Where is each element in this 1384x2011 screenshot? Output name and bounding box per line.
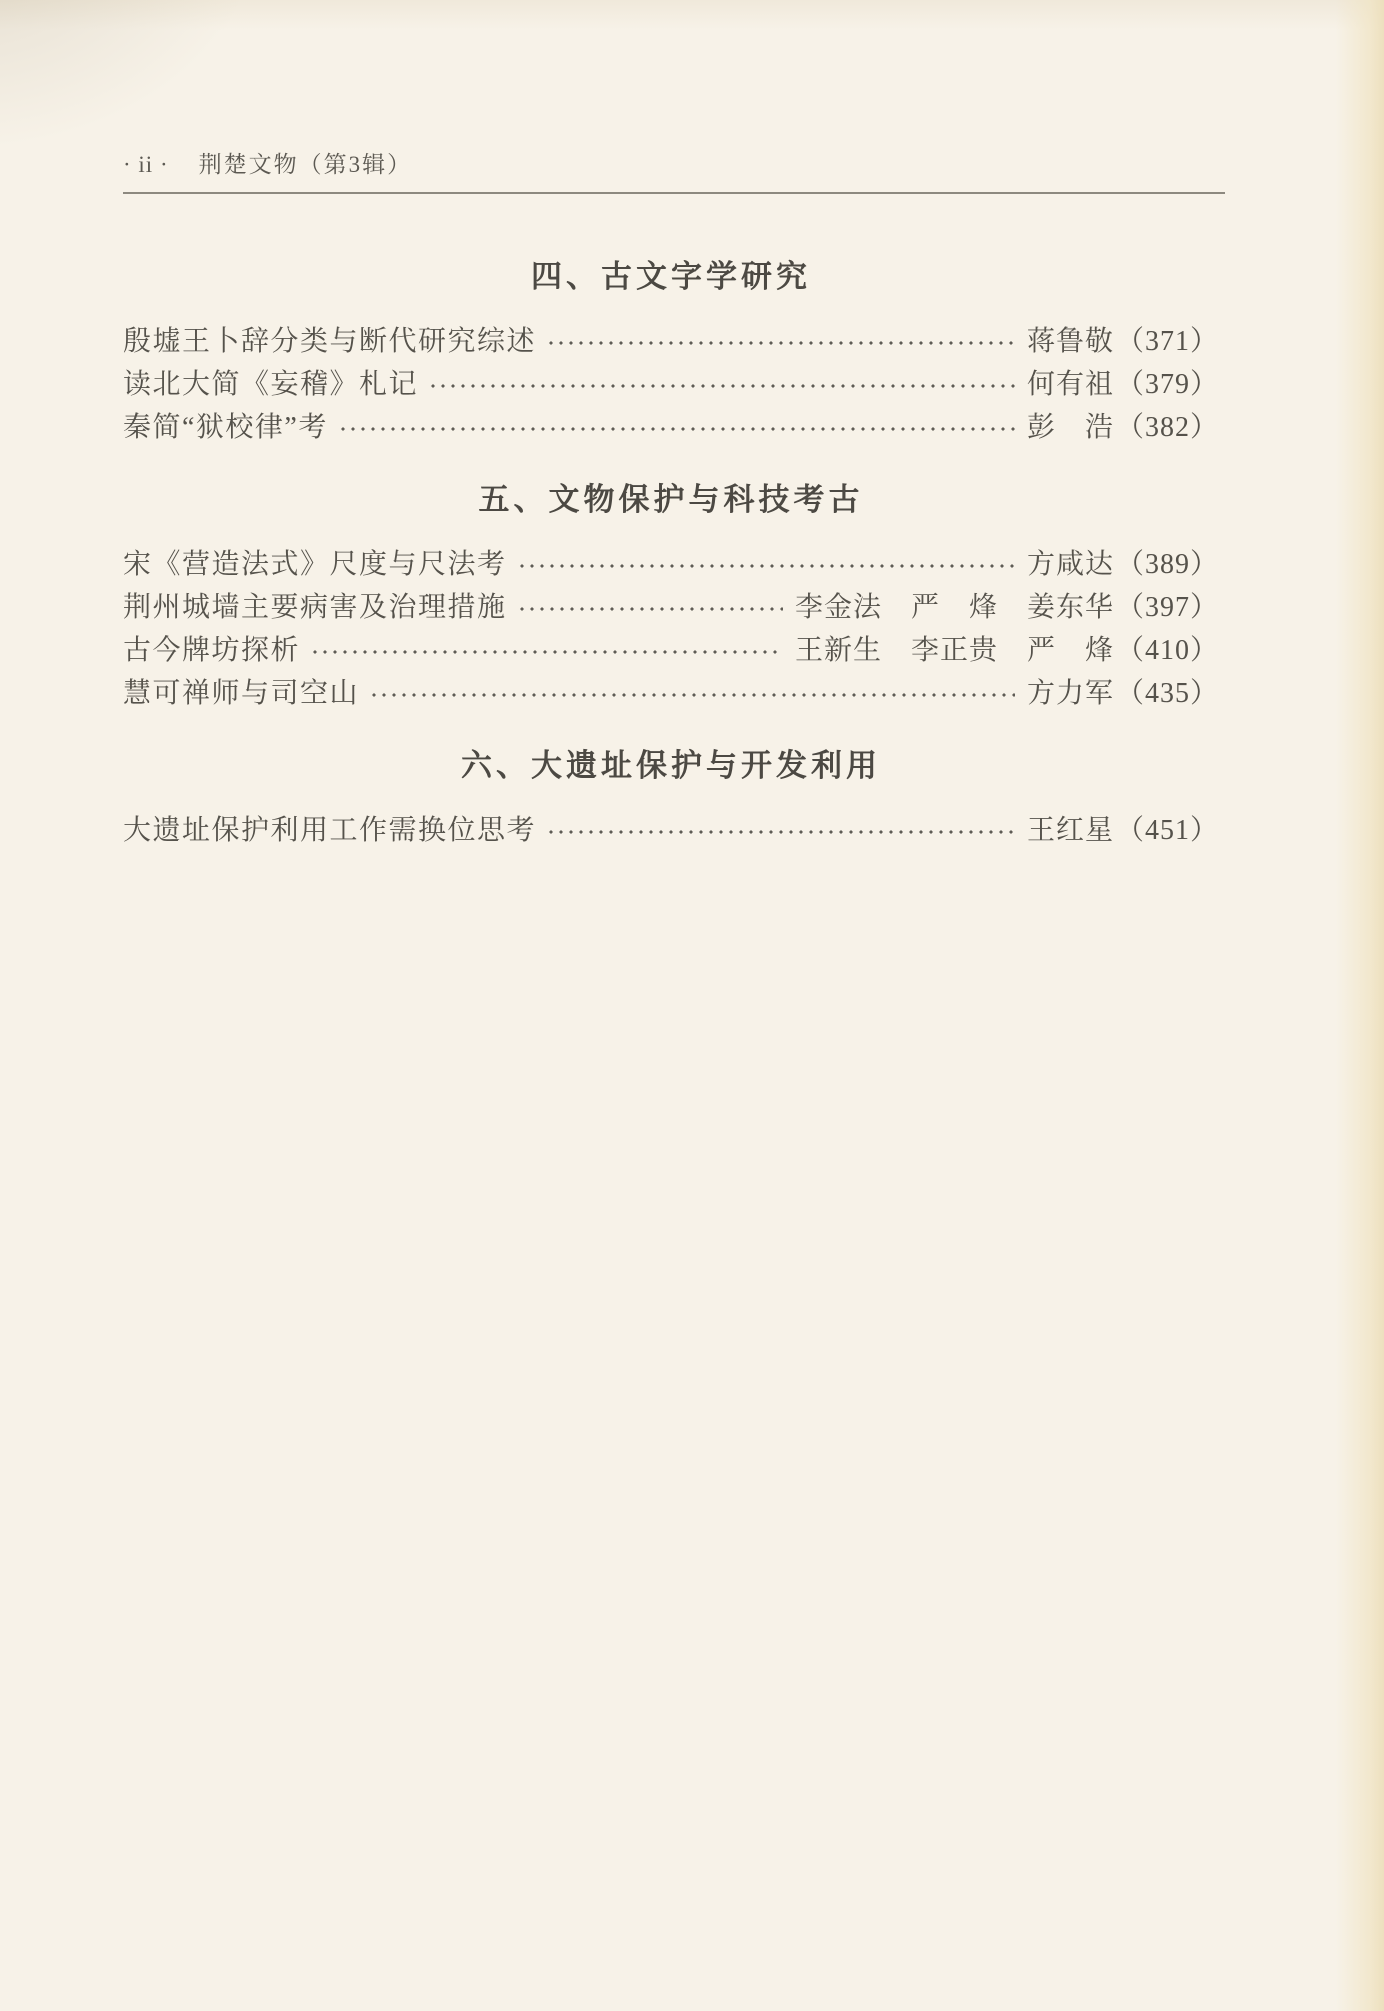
header-rule: [123, 192, 1225, 194]
entry-page-number: （371）: [1115, 325, 1219, 357]
entry-page-number: （451）: [1115, 814, 1219, 846]
entry-list: [123, 317, 1219, 446]
dot-leader: [544, 806, 1015, 849]
toc-entry: [123, 317, 1219, 360]
entry-authors: 王新生 李正贵 严 烽: [794, 634, 1114, 666]
entry-authors: 李金法 严 烽 姜东华: [794, 591, 1114, 623]
running-header: [123, 146, 1219, 179]
entry-title: 读北大简《妄稽》札记: [123, 368, 419, 400]
entry-page-number: （410）: [1115, 634, 1219, 666]
dot-leader: [308, 626, 783, 669]
entry-page-number: （389）: [1115, 548, 1219, 580]
entry-title: 荆州城墙主要病害及治理措施: [123, 591, 507, 623]
toc-entry: [123, 540, 1219, 583]
entry-authors: 王红星: [1026, 814, 1114, 846]
toc-entry: [123, 360, 1219, 403]
book-title: 荆楚文物（第3辑）: [198, 152, 413, 177]
section-heading: 四、古文字学研究: [531, 259, 811, 294]
entry-authors: 何有祖: [1026, 368, 1114, 400]
dot-leader: [544, 317, 1015, 360]
entry-title: 慧可禅师与司空山: [123, 677, 360, 709]
toc-entry: [123, 669, 1219, 712]
entry-list: [123, 540, 1219, 712]
section-heritage-sites: [123, 743, 1219, 849]
toc-entry: [123, 806, 1219, 849]
entry-title: 古今牌坊探析: [123, 634, 301, 666]
entry-title: 宋《营造法式》尺度与尺法考: [123, 548, 507, 580]
toc-entry: [123, 626, 1219, 669]
entry-authors: 方力军: [1026, 677, 1114, 709]
entry-title: 大遗址保护利用工作需换位思考: [123, 814, 537, 846]
toc-entry: [123, 403, 1219, 446]
entry-list: [123, 806, 1219, 849]
entry-page-number: （379）: [1115, 368, 1219, 400]
folio-page-number: · ii ·: [123, 152, 169, 177]
entry-page-number: （435）: [1115, 677, 1219, 709]
section-conservation: [123, 477, 1219, 712]
dot-leader: [367, 669, 1015, 712]
entry-page-number: （382）: [1115, 411, 1219, 443]
section-heading: 五、文物保护与科技考古: [478, 482, 864, 517]
entry-page-number: （397）: [1115, 591, 1219, 623]
entry-authors: 方咸达: [1026, 548, 1114, 580]
section-heading: 六、大遗址保护与开发利用: [461, 748, 881, 783]
entry-title: 秦简“狱校律”考: [123, 411, 328, 443]
dot-leader: [515, 540, 1015, 583]
entry-title: 殷墟王卜辞分类与断代研究综述: [123, 325, 537, 357]
entry-authors: 蒋鲁敬: [1026, 325, 1114, 357]
dot-leader: [336, 403, 1015, 446]
section-paleography: [123, 254, 1219, 446]
entry-authors: 彭 浩: [1026, 411, 1114, 443]
dot-leader: [515, 583, 783, 626]
dot-leader: [426, 360, 1015, 403]
toc-entry: [123, 583, 1219, 626]
